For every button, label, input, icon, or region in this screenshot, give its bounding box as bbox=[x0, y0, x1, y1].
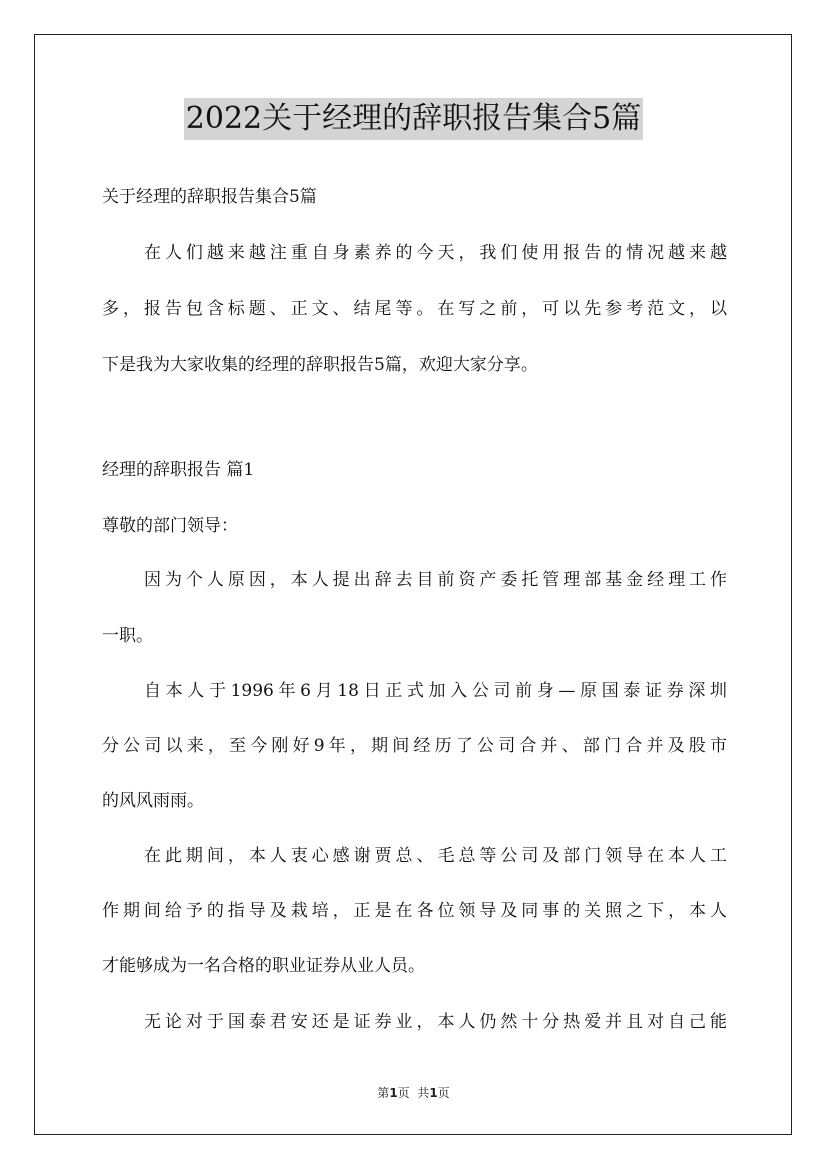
document-title: 2022关于经理的辞职报告集合5篇 bbox=[184, 98, 643, 140]
paragraph-line: 在此期间，本人衷心感谢贾总、毛总等公司及部门领导在本人工 bbox=[144, 846, 727, 866]
section-heading: 经理的辞职报告 篇1 bbox=[102, 460, 255, 480]
page-footer bbox=[0, 1084, 827, 1101]
title-container bbox=[0, 98, 827, 140]
salutation: 尊敬的部门领导： bbox=[102, 516, 238, 536]
paragraph-line: 的风风雨雨。 bbox=[102, 791, 204, 811]
paragraph-line: 无论对于国泰君安还是证券业，本人仍然十分热爱并且对自己能 bbox=[144, 1012, 727, 1032]
page-current: 1 bbox=[389, 1086, 398, 1100]
paragraph-line: 分公司以来，至今刚好9年，期间经历了公司合并、部门合并及股市 bbox=[102, 736, 727, 756]
paragraph-line: 一职。 bbox=[102, 626, 153, 646]
page-total: 1 bbox=[429, 1086, 438, 1100]
paragraph-line: 才能够成为一名合格的职业证券从业人员。 bbox=[102, 956, 425, 976]
page-prefix: 第 bbox=[377, 1086, 390, 1100]
paragraph-line: 因为个人原因，本人提出辞去目前资产委托管理部基金经理工作 bbox=[144, 570, 727, 590]
paragraph-line: 自本人于1996年6月18日正式加入公司前身—原国泰证券深圳 bbox=[144, 681, 727, 701]
intro-line: 多，报告包含标题、正文、结尾等。在写之前，可以先参考范文，以 bbox=[102, 299, 727, 319]
page-mid: 页 共 bbox=[397, 1086, 430, 1100]
intro-line: 下是我为大家收集的经理的辞职报告5篇，欢迎大家分享。 bbox=[102, 355, 538, 375]
page-suffix: 页 bbox=[437, 1086, 450, 1100]
intro-line: 在人们越来越注重自身素养的今天，我们使用报告的情况越来越 bbox=[144, 243, 727, 263]
paragraph-line: 作期间给予的指导及栽培，正是在各位领导及同事的关照之下，本人 bbox=[102, 901, 727, 921]
document-subtitle: 关于经理的辞职报告集合5篇 bbox=[102, 187, 317, 207]
